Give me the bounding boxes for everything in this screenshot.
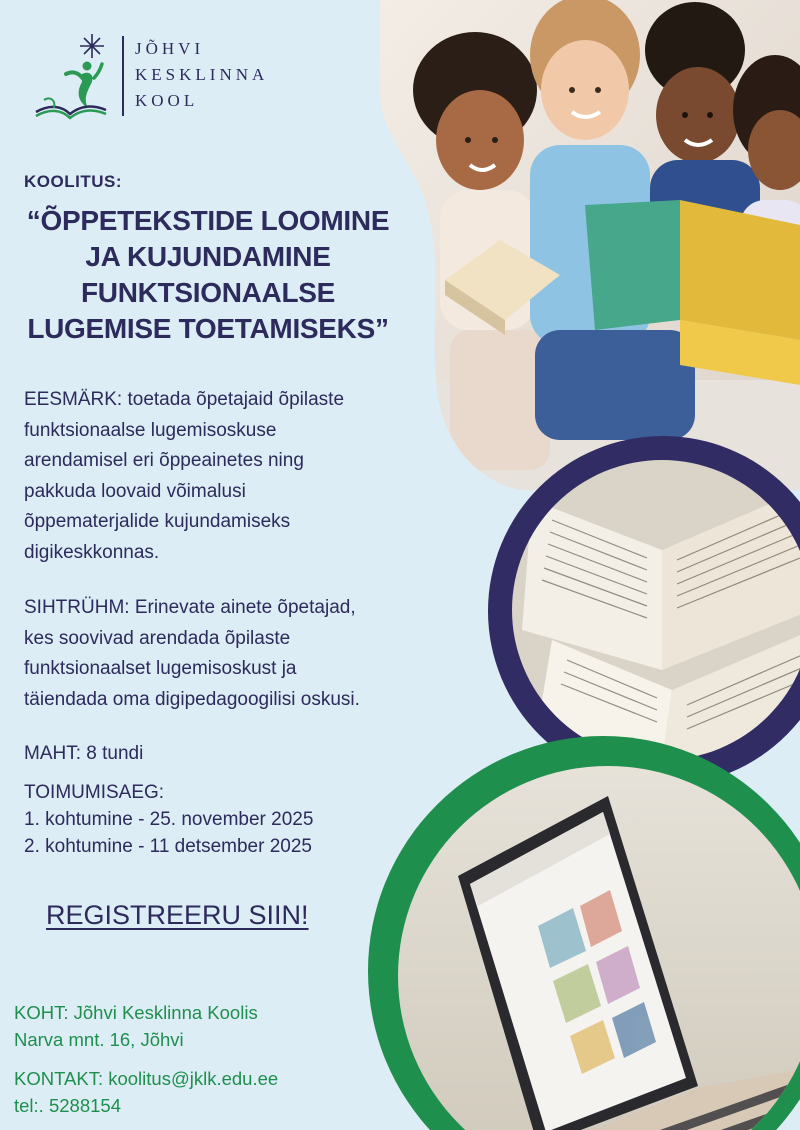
course-title-line: FUNKTSIONAALSE [80, 277, 336, 308]
school-name-line: JÕHVI [135, 39, 205, 58]
register-link[interactable]: REGISTREERU SIIN! [46, 900, 309, 930]
location-line: KOHT: Jõhvi Kesklinna Koolis [14, 1002, 258, 1023]
goal-line: digikeskkonnas. [24, 541, 160, 563]
school-name-line: KESKLINNA [135, 65, 269, 84]
target-group-line: SIHTRÜHM: Erinevate ainete õpetajad, [24, 597, 356, 618]
schedule-meeting-1: 1. kohtumine - 25. november 2025 [24, 809, 314, 830]
school-name-line: KOOL [135, 91, 199, 110]
goal-line: funktsionaalse lugemisoskuse [24, 419, 277, 441]
contact-info [14, 1065, 278, 1119]
goal-paragraph [24, 385, 344, 568]
logo-divider [122, 36, 124, 116]
target-group-paragraph [24, 593, 360, 715]
schedule [24, 779, 313, 860]
location-line: Narva mnt. 16, Jõhvi [14, 1029, 184, 1050]
school-logo [30, 30, 290, 125]
course-title-line: LUGEMISE TOETAMISEKS” [27, 313, 389, 344]
location [14, 999, 258, 1053]
children-reading-photo [380, 0, 800, 490]
schedule-label: TOIMUMISAEG: [24, 782, 165, 803]
goal-line: pakkuda loovaid võimalusi [24, 480, 246, 502]
course-volume: MAHT: 8 tundi [24, 743, 144, 764]
course-label: KOOLITUS: [24, 172, 122, 191]
school-logo-icon [30, 30, 110, 120]
school-name [135, 36, 268, 114]
goal-line: EESMÄRK: toetada õpetajaid õpilaste [24, 389, 345, 410]
course-title [18, 203, 398, 347]
course-title-line: “ÕPPETEKSTIDE LOOMINE [26, 205, 390, 236]
goal-line: õppematerjalide kujundamiseks [24, 511, 291, 532]
target-group-line: kes soovivad arendada õpilaste [24, 627, 291, 649]
goal-line: arendamisel eri õppeainetes ning [24, 450, 304, 471]
course-title-line: JA KUJUNDAMINE [85, 241, 331, 272]
contact-email[interactable]: KONTAKT: koolitus@jklk.edu.ee [14, 1068, 279, 1089]
schedule-meeting-2: 2. kohtumine - 11 detsember 2025 [24, 836, 312, 857]
target-group-line: funktsionaalset lugemisoskust ja [24, 658, 297, 679]
open-books-photo [512, 460, 800, 760]
contact-phone: tel:. 5288154 [14, 1095, 121, 1116]
target-group-line: täiendada oma digipedagoogilisi oskusi. [24, 688, 360, 710]
